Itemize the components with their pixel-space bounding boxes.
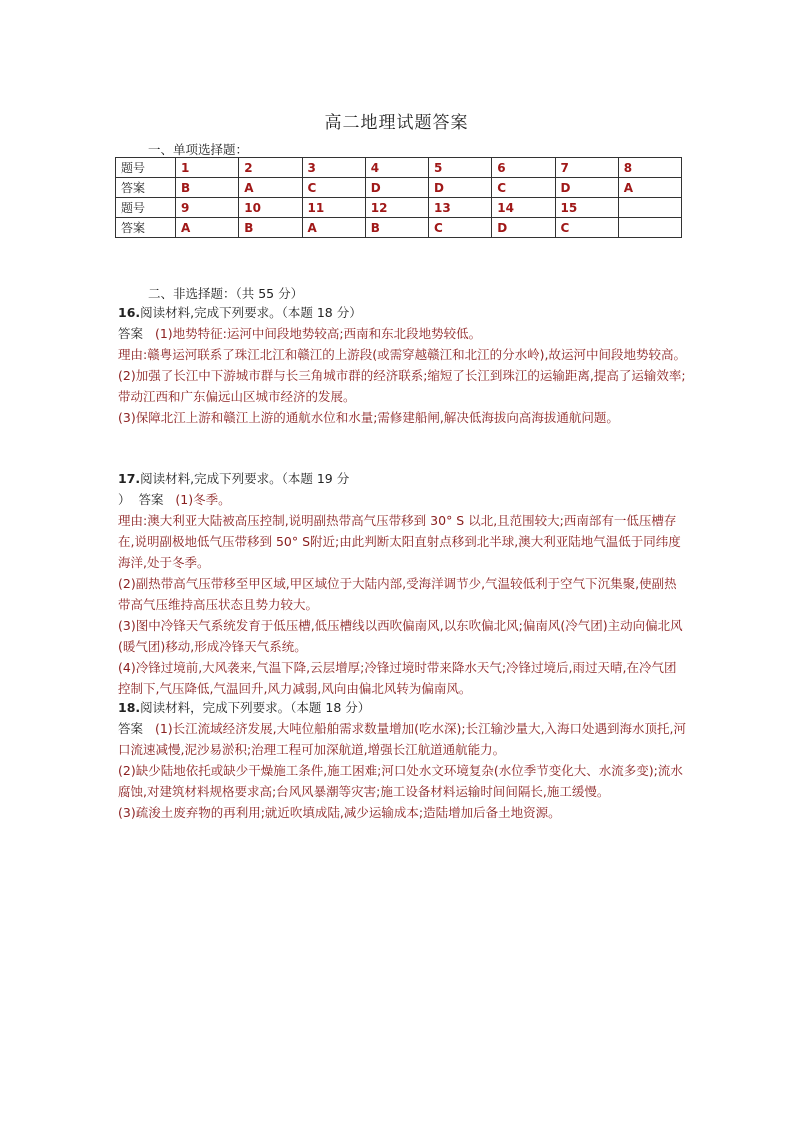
answer-table-cell: A <box>176 218 239 238</box>
answer-table-cell: 9 <box>176 198 239 218</box>
answer-16-line-1: (1)地势特征:运河中间段地势较高;西南和东北段地势较低。 <box>154 326 482 341</box>
answer-17-line-5: (4)冷锋过境前,大风袭来,气温下降,云层增厚;冷锋过境时带来降水天气;冷锋过境后,雨过天晴,在冷气团控制下,气压降低,气温回升,风力减弱,风向由偏北风转为偏南风。 <box>118 660 677 696</box>
answer-table-cell: 8 <box>618 158 681 178</box>
question-18-prompt: 阅读材料，完成下列要求。（本题 18 分） <box>140 700 371 715</box>
answer-table <box>115 157 682 238</box>
question-18-number: 18. <box>118 700 141 715</box>
answer-table-cell: C <box>429 218 492 238</box>
answer-table-cell: C <box>555 218 618 238</box>
question-16-prompt: 阅读材料,完成下列要求。（本题 18 分） <box>140 305 362 320</box>
answer-18-line-2: (2)缺少陆地依托或缺少干燥施工条件,施工困难;河口处水文环境复杂(水位季节变化大、水流多变);流水腐蚀,对建筑材料规格要求高;台风风暴潮等灾害;施工设备材料运输时间间隔长,施工缓慢。 <box>118 763 683 799</box>
answer-table-cell: 10 <box>239 198 302 218</box>
answer-16-line-4: (3)保障北江上游和赣江上游的通航水位和水量;需修建船闸,解决低海拔向高海拔通航问题。 <box>118 410 619 425</box>
answer-table-row-label: 题号 <box>116 158 176 178</box>
answer-table-cell: 11 <box>302 198 365 218</box>
answer-table-cell: A <box>239 178 302 198</box>
answer-table-cell: 13 <box>429 198 492 218</box>
answer-table-cell: C <box>302 178 365 198</box>
answer-table-cell: 14 <box>492 198 555 218</box>
answer-table-cell: 15 <box>555 198 618 218</box>
answer-table-row-label: 答案 <box>116 218 176 238</box>
answer-table-row-label: 答案 <box>116 178 176 198</box>
answer-table-cell: D <box>555 178 618 198</box>
answer-17-line-2: 理由:澳大利亚大陆被高压控制,说明副热带高气压带移到 30° S 以北,且范围较大;西南部有一低压槽存在,说明副极地低气压带移到 50° S附近;由此判断太阳直射点移到北半球,澳大利亚陆地气温低于同纬度海洋,处于冬季。 <box>118 513 681 570</box>
answer-17-line-1: (1)冬季。 <box>175 492 231 507</box>
answer-table-row <box>116 178 682 198</box>
answer-table-cell: 12 <box>365 198 428 218</box>
question-17-answer-label: 答案 <box>138 492 164 507</box>
question-16-number: 16. <box>118 305 141 320</box>
answer-table-cell: A <box>302 218 365 238</box>
answer-table-row <box>116 158 682 178</box>
answer-table-cell: 6 <box>492 158 555 178</box>
answer-table-cell: D <box>429 178 492 198</box>
question-17-prompt-close: ） <box>118 492 131 507</box>
question-16-header <box>118 302 688 323</box>
answer-16-line-3: (2)加强了长江中下游城市群与长三角城市群的经济联系;缩短了长江到珠江的运输距离,提高了运输效率;带动江西和广东偏远山区城市经济的发展。 <box>118 368 686 404</box>
answer-16-line-2: 理由:赣粤运河联系了珠江北江和赣江的上游段(或需穿越赣江和北江的分水岭),故运河中间段地势较高。 <box>118 347 686 362</box>
question-17 <box>118 468 688 699</box>
answer-table-cell: D <box>492 218 555 238</box>
question-18-answer-label: 答案 <box>118 721 144 736</box>
answer-18-line-1: (1)长江流域经济发展,大吨位船舶需求数量增加(吃水深);长江输沙量大,入海口处遇到海水顶托,河口流速减慢,泥沙易淤积;治理工程可加深航道,增强长江航道通航能力。 <box>118 721 687 757</box>
answer-table-cell <box>618 198 681 218</box>
answer-table-cell: 3 <box>302 158 365 178</box>
answer-table-cell: A <box>618 178 681 198</box>
question-18 <box>118 697 688 823</box>
answer-table-cell: 5 <box>429 158 492 178</box>
answer-table-cell: 7 <box>555 158 618 178</box>
answer-table-row <box>116 218 682 238</box>
answer-table-cell: 2 <box>239 158 302 178</box>
answer-table-cell: B <box>176 178 239 198</box>
question-16-answer-label: 答案 <box>118 326 144 341</box>
page-title: 高二地理试题答案 <box>324 113 469 133</box>
question-18-header <box>118 697 688 718</box>
answer-table-cell: D <box>365 178 428 198</box>
section2-heading: 二、非选择题：（共 55 分） <box>148 286 304 301</box>
answer-table-cell: 1 <box>176 158 239 178</box>
answer-table-cell <box>618 218 681 238</box>
answer-table-cell: B <box>239 218 302 238</box>
answer-17-line-4: (3)图中冷锋天气系统发育于低压槽,低压槽线以西吹偏南风,以东吹偏北风;偏南风(冷气团)主动向偏北风(暖气团)移动,形成冷锋天气系统。 <box>118 618 683 654</box>
answer-table-row <box>116 198 682 218</box>
question-17-header <box>118 468 688 489</box>
answer-18-line-3: (3)疏浚土废弃物的再利用;就近吹填成陆,减少运输成本;造陆增加后备土地资源。 <box>118 805 561 820</box>
question-17-number: 17. <box>118 471 141 486</box>
answer-table-cell: B <box>365 218 428 238</box>
answer-table-cell: C <box>492 178 555 198</box>
answer-table-cell: 4 <box>365 158 428 178</box>
section1-heading: 一、单项选择题： <box>148 142 249 157</box>
question-17-prompt: 阅读材料,完成下列要求。（本题 19 分 <box>140 471 350 486</box>
answer-table-row-label: 题号 <box>116 198 176 218</box>
answer-17-line-3: (2)副热带高气压带移至甲区域,甲区域位于大陆内部,受海洋调节少,气温较低利于空气下沉集聚,使副热带高气压维持高压状态且势力较大。 <box>118 576 677 612</box>
question-16 <box>118 302 688 428</box>
